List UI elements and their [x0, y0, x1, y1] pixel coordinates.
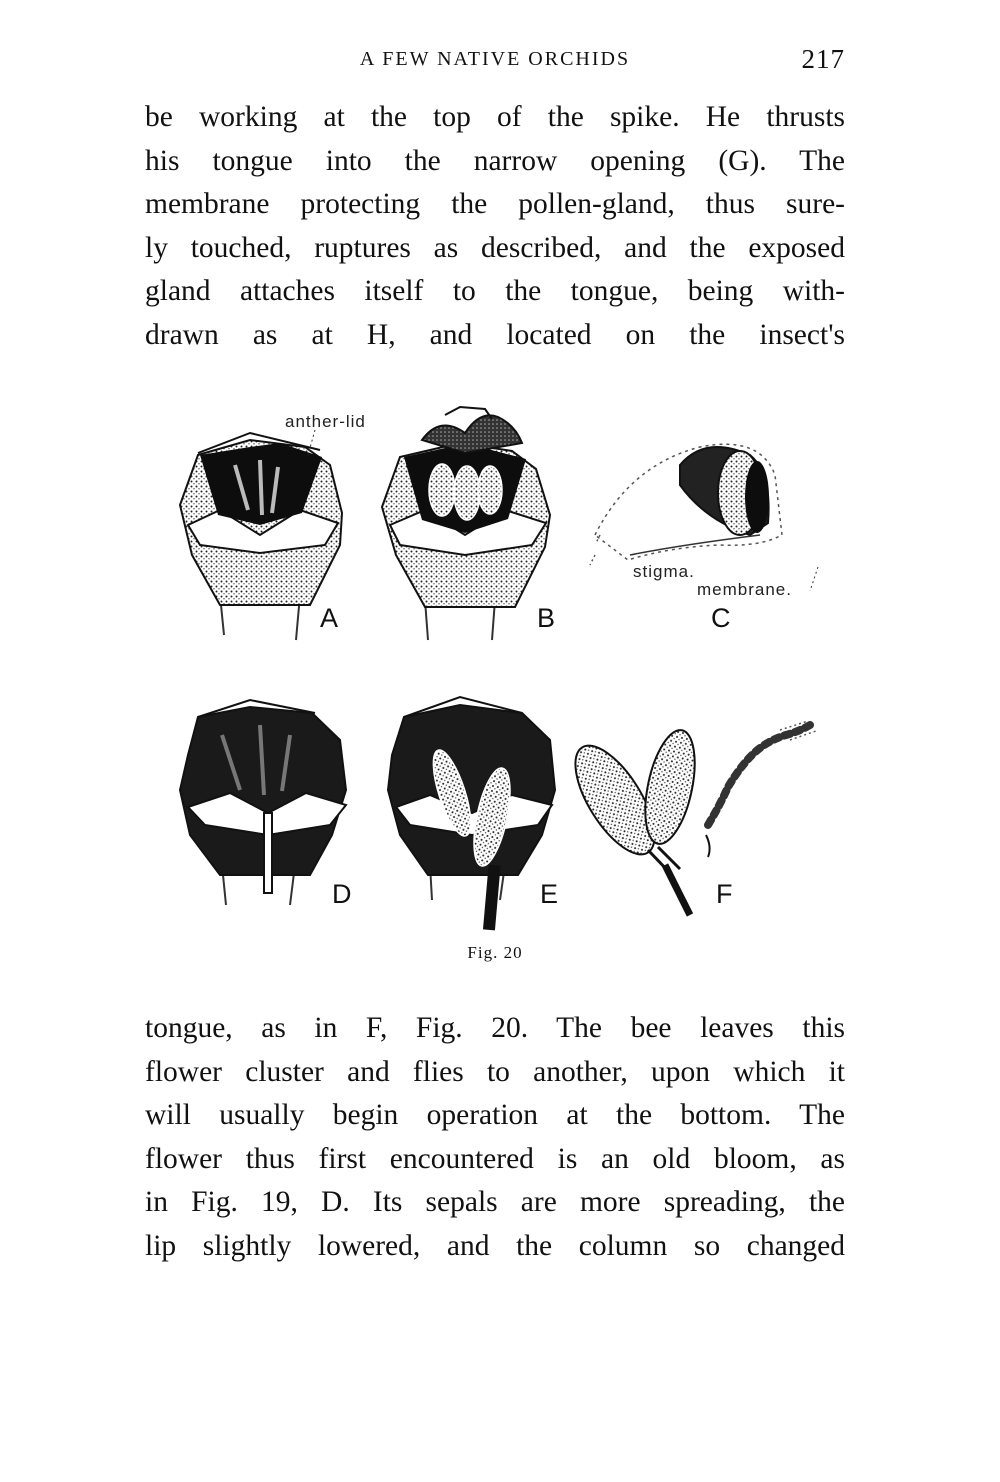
- panel-label-b: B: [537, 603, 556, 633]
- running-head: [145, 44, 845, 76]
- running-title: A FEW NATIVE ORCHIDS: [359, 48, 631, 70]
- orchid-illustration: [160, 395, 840, 955]
- text-line: gland attaches itself to the tongue, being with-: [145, 275, 845, 308]
- panel-label-e: E: [540, 879, 559, 909]
- panel-a-drawing: [180, 433, 342, 640]
- text-line: lip slightly lowered, and the column so changed: [145, 1229, 845, 1262]
- panel-label-c: C: [711, 603, 731, 633]
- paragraph-top: [145, 96, 845, 358]
- text-line: flower cluster and flies to another, upon which it: [145, 1055, 845, 1088]
- annotation-anther-lid: anther-lid: [285, 412, 366, 431]
- panel-b-drawing: [382, 407, 550, 640]
- text-line: will usually begin operation at the bottom. The: [145, 1099, 845, 1132]
- annotation-membrane: membrane.: [697, 580, 792, 599]
- panel-e-drawing: [388, 697, 555, 930]
- panel-d-drawing: [180, 700, 346, 905]
- panel-label-f: F: [716, 879, 733, 909]
- text-line: drawn as at H, and located on the insect's: [145, 318, 845, 351]
- page-number: 217: [801, 44, 845, 74]
- paragraph-bottom: [145, 1007, 845, 1269]
- text-line: in Fig. 19, D. Its sepals are more spreading, the: [145, 1186, 845, 1219]
- text-line: membrane protecting the pollen-gland, thus sure-: [145, 188, 845, 221]
- panel-f-drawing: [560, 721, 816, 915]
- figure-20: [160, 395, 840, 955]
- panel-label-d: D: [332, 879, 352, 909]
- figure-caption: Fig. 20: [467, 943, 523, 962]
- text-line: tongue, as in F, Fig. 20. The bee leaves this: [145, 1012, 845, 1044]
- text-line: be working at the top of the spike. He thrusts: [145, 101, 845, 133]
- panel-label-a: A: [320, 603, 339, 633]
- text-line: ly touched, ruptures as described, and the exposed: [145, 231, 845, 264]
- annotation-stigma: stigma.: [633, 562, 695, 581]
- panel-c-drawing: [590, 444, 782, 565]
- text-line: flower thus first encountered is an old bloom, as: [145, 1142, 845, 1175]
- text-line: his tongue into the narrow opening (G). The: [145, 144, 845, 177]
